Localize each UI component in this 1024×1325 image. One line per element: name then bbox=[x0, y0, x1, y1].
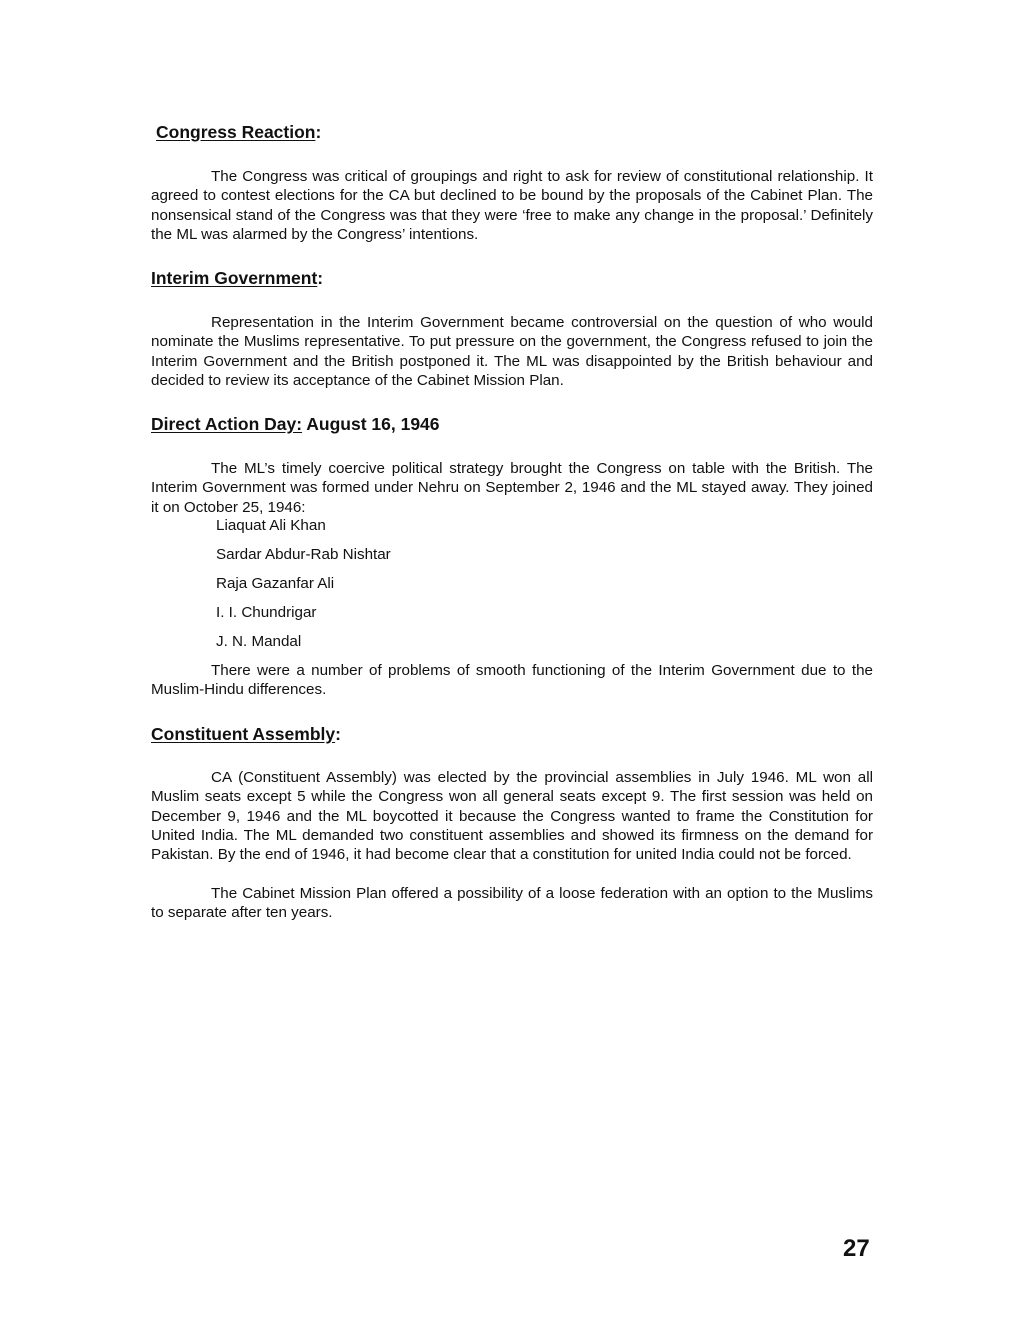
section-heading-interim-government: Interim Government: bbox=[151, 268, 324, 288]
section-heading-constituent-assembly: Constituent Assembly: bbox=[151, 724, 341, 744]
paragraph-congress-reaction: The Congress was critical of groupings and right to ask for review of constitutional relationship. It agreed to contest elections for the CA but declined to be bound by the proposals of the Cabinet Plan. The nonsensical stand of the Congress was that they were ‘free to make any change in the proposal.’ Definitely the ML was alarmed by the Congress’ intentions. bbox=[151, 168, 873, 243]
paragraph-constituent-assembly: CA (Constituent Assembly) was elected by the provincial assemblies in July 1946. ML won all Muslim seats except 5 while the Congress won all general seats except 9. The first session was held on December 9, 1946 and the ML boycotted it because the Congress wanted to frame the Constitution for United India. The ML demanded two constituent assemblies and showed its firmness on the demand for Pakistan. By the end of 1946, it had become clear that a constitution for united India could not be forced. bbox=[151, 769, 873, 864]
member-name: I. I. Chundrigar bbox=[216, 604, 317, 621]
paragraph-interim-government-problems: There were a number of problems of smooth functioning of the Interim Government due to the Muslim-Hindu differences. bbox=[151, 662, 873, 699]
page-number: 27 bbox=[843, 1235, 870, 1262]
paragraph-direct-action-day: The ML’s timely coercive political strategy brought the Congress on table with the British. The Interim Government was formed under Nehru on September 2, 1946 and the ML stayed away. They joined it on October 25, 1946: bbox=[151, 460, 873, 516]
section-heading-direct-action-day: Direct Action Day: August 16, 1946 bbox=[151, 414, 440, 434]
member-name: Raja Gazanfar Ali bbox=[216, 575, 335, 592]
member-name: Liaquat Ali Khan bbox=[216, 517, 326, 534]
paragraph-cabinet-mission-plan: The Cabinet Mission Plan offered a possibility of a loose federation with an option to the Muslims to separate after ten years. bbox=[151, 885, 873, 922]
member-name: Sardar Abdur-Rab Nishtar bbox=[216, 546, 391, 563]
interim-government-members-list bbox=[216, 516, 391, 661]
section-heading-congress-reaction: Congress Reaction: bbox=[156, 122, 322, 142]
paragraph-interim-government: Representation in the Interim Government became controversial on the question of who would nominate the Muslims representative. To put pressure on the government, the Congress refused to join the Interim Government and the British postponed it. The ML was disappointed by the British behaviour and decided to review its acceptance of the Cabinet Mission Plan. bbox=[151, 314, 873, 389]
member-name: J. N. Mandal bbox=[216, 633, 302, 650]
